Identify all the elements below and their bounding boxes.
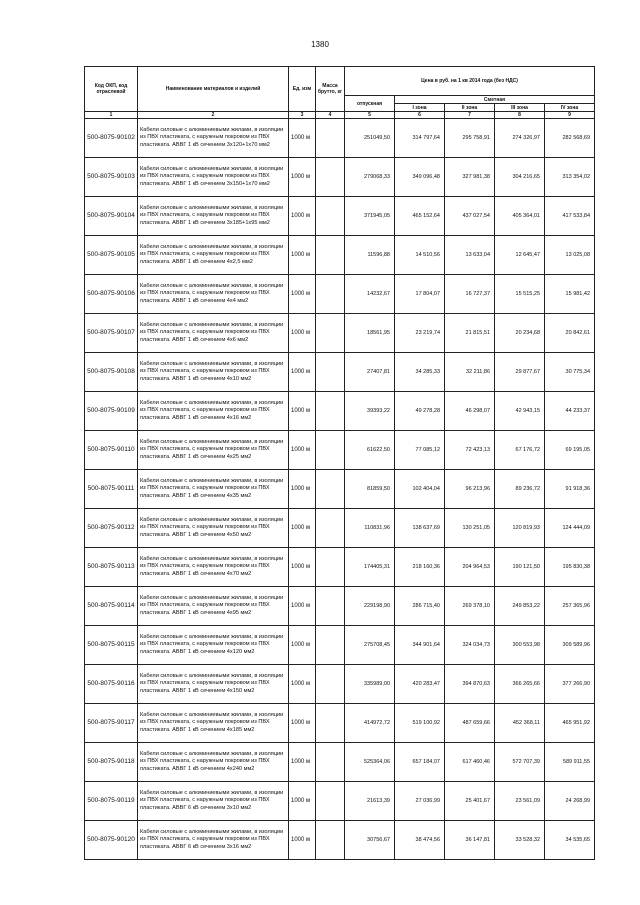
zone-2-price-cell: 437 027,54: [445, 197, 495, 236]
product-code: 500-8075-90115: [85, 626, 138, 665]
table-row: [85, 236, 595, 275]
zone-1-price-cell: 286 715,40: [395, 587, 445, 626]
zone-1-price-cell: 314 797,64: [395, 119, 445, 158]
zone-3-price-cell: 42 943,15: [495, 392, 545, 431]
table-row: [85, 275, 595, 314]
mass-cell: [316, 392, 345, 431]
table-row: [85, 821, 595, 860]
product-name: Кабели силовые с алюминиевыми жилами, в изоляции из ПВХ пластиката, с наружным покровом из ПВХ пластиката. АВВГ 1 кВ сечением 4х50 мм2: [138, 509, 289, 548]
mass-cell: [316, 743, 345, 782]
table-row: [85, 743, 595, 782]
release-price-cell: 81859,50: [345, 470, 395, 509]
column-number: 3: [289, 112, 316, 119]
zone-1-price-cell: 519 100,92: [395, 704, 445, 743]
product-code: 500-8075-90110: [85, 431, 138, 470]
release-price-cell: 61622,50: [345, 431, 395, 470]
zone-4-price-cell: 15 981,42: [545, 275, 595, 314]
unit-cell: 1000 м: [289, 821, 316, 860]
mass-cell: [316, 236, 345, 275]
zone-1-price-cell: 27 036,99: [395, 782, 445, 821]
zone-4-price-cell: 195 830,38: [545, 548, 595, 587]
zone-1-price-cell: 102 404,04: [395, 470, 445, 509]
release-price-cell: 174405,31: [345, 548, 395, 587]
mass-cell: [316, 704, 345, 743]
unit-cell: 1000 м: [289, 509, 316, 548]
mass-cell: [316, 626, 345, 665]
zone-2-price-cell: 21 815,51: [445, 314, 495, 353]
product-code: 500-8075-90103: [85, 158, 138, 197]
product-code: 500-8075-90120: [85, 821, 138, 860]
zone-3-price-cell: 304 216,65: [495, 158, 545, 197]
zone-1-price-cell: 344 901,64: [395, 626, 445, 665]
table-row: [85, 548, 595, 587]
mass-cell: [316, 314, 345, 353]
header-zone-3: III зона: [495, 104, 545, 112]
zone-3-price-cell: 452 368,11: [495, 704, 545, 743]
header-estimate-price: Сметная: [395, 96, 595, 104]
unit-cell: 1000 м: [289, 392, 316, 431]
zone-2-price-cell: 327 981,38: [445, 158, 495, 197]
table-row: [85, 626, 595, 665]
header-unit: Ед. изм: [289, 67, 316, 112]
product-name: Кабели силовые с алюминиевыми жилами, в изоляции из ПВХ пластиката, с наружным покровом из ПВХ пластиката. АВВГ 1 кВ сечением 4х16 мм2: [138, 392, 289, 431]
unit-cell: 1000 м: [289, 548, 316, 587]
zone-3-price-cell: 120 819,93: [495, 509, 545, 548]
product-code: 500-8075-90107: [85, 314, 138, 353]
zone-3-price-cell: 405 364,01: [495, 197, 545, 236]
table-row: [85, 509, 595, 548]
release-price-cell: 275708,45: [345, 626, 395, 665]
product-name: Кабели силовые с алюминиевыми жилами, в изоляции из ПВХ пластиката, с наружным покровом из ПВХ пластиката. АВВГ 1 кВ сечением 4х95 мм2: [138, 587, 289, 626]
zone-4-price-cell: 589 911,55: [545, 743, 595, 782]
unit-cell: 1000 м: [289, 119, 316, 158]
release-price-cell: 14232,67: [345, 275, 395, 314]
zone-4-price-cell: 257 365,96: [545, 587, 595, 626]
product-name: Кабели силовые с алюминиевыми жилами, в изоляции из ПВХ пластиката, с наружным покровом из ПВХ пластиката. АВВГ 1 кВ сечением 4х240 мм2: [138, 743, 289, 782]
table-row: [85, 782, 595, 821]
product-code: 500-8075-90116: [85, 665, 138, 704]
zone-4-price-cell: 309 589,96: [545, 626, 595, 665]
unit-cell: 1000 м: [289, 353, 316, 392]
zone-1-price-cell: 38 474,56: [395, 821, 445, 860]
table-row: [85, 158, 595, 197]
unit-cell: 1000 м: [289, 704, 316, 743]
zone-1-price-cell: 23 219,74: [395, 314, 445, 353]
zone-1-price-cell: 465 152,64: [395, 197, 445, 236]
header-code: Код ОКП, код отраслевой: [85, 67, 138, 112]
release-price-cell: 30756,67: [345, 821, 395, 860]
product-code: 500-8075-90108: [85, 353, 138, 392]
zone-4-price-cell: 30 775,34: [545, 353, 595, 392]
unit-cell: 1000 м: [289, 665, 316, 704]
table-row: [85, 353, 595, 392]
release-price-cell: 279068,33: [345, 158, 395, 197]
unit-cell: 1000 м: [289, 158, 316, 197]
table-row: [85, 665, 595, 704]
mass-cell: [316, 782, 345, 821]
zone-3-price-cell: 33 528,32: [495, 821, 545, 860]
header-zone-4: IV зона: [545, 104, 595, 112]
unit-cell: 1000 м: [289, 470, 316, 509]
zone-2-price-cell: 269 378,10: [445, 587, 495, 626]
release-price-cell: 21613,39: [345, 782, 395, 821]
unit-cell: 1000 м: [289, 743, 316, 782]
table-row: [85, 470, 595, 509]
product-name: Кабели силовые с алюминиевыми жилами, в изоляции из ПВХ пластиката, с наружным покровом из ПВХ пластиката. АВВГ 1 кВ сечением 4х2,5 мм2: [138, 236, 289, 275]
zone-2-price-cell: 394 870,63: [445, 665, 495, 704]
zone-1-price-cell: 138 637,69: [395, 509, 445, 548]
zone-4-price-cell: 44 233,37: [545, 392, 595, 431]
zone-2-price-cell: 46 298,07: [445, 392, 495, 431]
mass-cell: [316, 275, 345, 314]
header-zone-1: I зона: [395, 104, 445, 112]
zone-3-price-cell: 67 176,72: [495, 431, 545, 470]
product-code: 500-8075-90114: [85, 587, 138, 626]
product-name: Кабели силовые с алюминиевыми жилами, в изоляции из ПВХ пластиката, с наружным покровом из ПВХ пластиката. АВВГ 1 кВ сечением 4х120 мм2: [138, 626, 289, 665]
product-code: 500-8075-90113: [85, 548, 138, 587]
product-code: 500-8075-90105: [85, 236, 138, 275]
unit-cell: 1000 м: [289, 431, 316, 470]
zone-2-price-cell: 25 401,67: [445, 782, 495, 821]
header-price-group: Цена в руб. на 1 кв 2014 года (без НДС): [345, 67, 595, 96]
release-price-cell: 27407,81: [345, 353, 395, 392]
zone-2-price-cell: 617 460,46: [445, 743, 495, 782]
table-row: [85, 431, 595, 470]
zone-3-price-cell: 89 236,72: [495, 470, 545, 509]
mass-cell: [316, 587, 345, 626]
zone-2-price-cell: 96 213,96: [445, 470, 495, 509]
product-code: 500-8075-90119: [85, 782, 138, 821]
product-name: Кабели силовые с алюминиевыми жилами, в изоляции из ПВХ пластиката, с наружным покровом из ПВХ пластиката. АВВГ 1 кВ сечением 4х25 мм2: [138, 431, 289, 470]
zone-4-price-cell: 34 535,65: [545, 821, 595, 860]
product-code: 500-8075-90118: [85, 743, 138, 782]
zone-4-price-cell: 69 195,05: [545, 431, 595, 470]
product-name: Кабели силовые с алюминиевыми жилами, в изоляции из ПВХ пластиката, с наружным покровом из ПВХ пластиката. АВВГ 1 кВ сечением 3х185+1х95 мм2: [138, 197, 289, 236]
zone-4-price-cell: 24 268,99: [545, 782, 595, 821]
zone-2-price-cell: 13 633,04: [445, 236, 495, 275]
zone-1-price-cell: 77 085,12: [395, 431, 445, 470]
mass-cell: [316, 665, 345, 704]
mass-cell: [316, 821, 345, 860]
release-price-cell: 11596,88: [345, 236, 395, 275]
unit-cell: 1000 м: [289, 275, 316, 314]
zone-2-price-cell: 295 758,91: [445, 119, 495, 158]
product-name: Кабели силовые с алюминиевыми жилами, в изоляции из ПВХ пластиката, с наружным покровом из ПВХ пластиката. АВВГ 1 кВ сечением 4х185 мм2: [138, 704, 289, 743]
zone-2-price-cell: 487 659,66: [445, 704, 495, 743]
product-code: 500-8075-90104: [85, 197, 138, 236]
release-price-cell: 18561,95: [345, 314, 395, 353]
zone-1-price-cell: 657 184,07: [395, 743, 445, 782]
zone-1-price-cell: 420 283,47: [395, 665, 445, 704]
table-row: [85, 392, 595, 431]
product-name: Кабели силовые с алюминиевыми жилами, в изоляции из ПВХ пластиката, с наружным покровом из ПВХ пластиката. АВВГ 1 кВ сечением 4х6 мм2: [138, 314, 289, 353]
release-price-cell: 251049,50: [345, 119, 395, 158]
column-number: 1: [85, 112, 138, 119]
zone-3-price-cell: 23 561,09: [495, 782, 545, 821]
product-name: Кабели силовые с алюминиевыми жилами, в изоляции из ПВХ пластиката, с наружным покровом из ПВХ пластиката. АВВГ 1 кВ сечением 4х70 мм2: [138, 548, 289, 587]
unit-cell: 1000 м: [289, 197, 316, 236]
zone-2-price-cell: 204 964,53: [445, 548, 495, 587]
mass-cell: [316, 197, 345, 236]
zone-1-price-cell: 34 285,33: [395, 353, 445, 392]
zone-3-price-cell: 12 645,47: [495, 236, 545, 275]
column-number: 7: [445, 112, 495, 119]
column-number: 5: [345, 112, 395, 119]
header-name: Наименование материалов и изделий: [138, 67, 289, 112]
zone-2-price-cell: 72 423,13: [445, 431, 495, 470]
table-row: [85, 704, 595, 743]
release-price-cell: 525364,06: [345, 743, 395, 782]
zone-3-price-cell: 20 234,68: [495, 314, 545, 353]
table-row: [85, 197, 595, 236]
page-number: 1380: [311, 40, 329, 49]
product-name: Кабели силовые с алюминиевыми жилами, в изоляции из ПВХ пластиката, с наружным покровом из ПВХ пластиката. АВВГ 1 кВ сечением 3х120+1х70 мм2: [138, 119, 289, 158]
table-body: [85, 119, 595, 860]
mass-cell: [316, 431, 345, 470]
product-code: 500-8075-90112: [85, 509, 138, 548]
unit-cell: 1000 м: [289, 587, 316, 626]
header-zone-2: II зона: [445, 104, 495, 112]
zone-4-price-cell: 377 266,90: [545, 665, 595, 704]
column-number: 2: [138, 112, 289, 119]
column-number: 6: [395, 112, 445, 119]
zone-3-price-cell: 15 515,25: [495, 275, 545, 314]
zone-2-price-cell: 130 251,05: [445, 509, 495, 548]
release-price-cell: 229198,90: [345, 587, 395, 626]
product-name: Кабели силовые с алюминиевыми жилами, в изоляции из ПВХ пластиката, с наружным покровом из ПВХ пластиката. АВВГ 1 кВ сечением 4х35 мм2: [138, 470, 289, 509]
table-row: [85, 314, 595, 353]
mass-cell: [316, 509, 345, 548]
unit-cell: 1000 м: [289, 314, 316, 353]
zone-3-price-cell: 249 853,22: [495, 587, 545, 626]
product-code: 500-8075-90106: [85, 275, 138, 314]
zone-3-price-cell: 366 265,66: [495, 665, 545, 704]
zone-4-price-cell: 20 842,61: [545, 314, 595, 353]
zone-4-price-cell: 13 025,08: [545, 236, 595, 275]
zone-1-price-cell: 218 160,36: [395, 548, 445, 587]
product-code: 500-8075-90102: [85, 119, 138, 158]
zone-4-price-cell: 124 444,09: [545, 509, 595, 548]
zone-4-price-cell: 282 568,69: [545, 119, 595, 158]
mass-cell: [316, 353, 345, 392]
mass-cell: [316, 158, 345, 197]
column-number-row: [85, 112, 595, 119]
product-name: Кабели силовые с алюминиевыми жилами, в изоляции из ПВХ пластиката, с наружным покровом из ПВХ пластиката. АВВГ 6 кВ сечением 3х10 мм2: [138, 782, 289, 821]
zone-1-price-cell: 349 096,48: [395, 158, 445, 197]
release-price-cell: 414972,72: [345, 704, 395, 743]
table-row: [85, 119, 595, 158]
zone-2-price-cell: 16 727,37: [445, 275, 495, 314]
price-table: [84, 66, 595, 860]
zone-3-price-cell: 300 553,98: [495, 626, 545, 665]
zone-4-price-cell: 417 533,84: [545, 197, 595, 236]
mass-cell: [316, 470, 345, 509]
product-name: Кабели силовые с алюминиевыми жилами, в изоляции из ПВХ пластиката, с наружным покровом из ПВХ пластиката. АВВГ 1 кВ сечением 4х10 мм2: [138, 353, 289, 392]
zone-2-price-cell: 36 147,81: [445, 821, 495, 860]
zone-4-price-cell: 465 951,92: [545, 704, 595, 743]
column-number: 9: [545, 112, 595, 119]
mass-cell: [316, 548, 345, 587]
column-number: 4: [316, 112, 345, 119]
zone-1-price-cell: 49 278,28: [395, 392, 445, 431]
header-release-price: отпускная: [345, 96, 395, 112]
product-code: 500-8075-90117: [85, 704, 138, 743]
product-name: Кабели силовые с алюминиевыми жилами, в изоляции из ПВХ пластиката, с наружным покровом из ПВХ пластиката. АВВГ 1 кВ сечением 3х150+1х70 мм2: [138, 158, 289, 197]
zone-3-price-cell: 274 326,97: [495, 119, 545, 158]
unit-cell: 1000 м: [289, 626, 316, 665]
zone-3-price-cell: 29 877,67: [495, 353, 545, 392]
zone-2-price-cell: 32 211,86: [445, 353, 495, 392]
zone-4-price-cell: 313 354,02: [545, 158, 595, 197]
table-row: [85, 587, 595, 626]
release-price-cell: 371945,05: [345, 197, 395, 236]
zone-3-price-cell: 190 121,50: [495, 548, 545, 587]
product-code: 500-8075-90111: [85, 470, 138, 509]
zone-1-price-cell: 14 510,56: [395, 236, 445, 275]
release-price-cell: 110831,96: [345, 509, 395, 548]
release-price-cell: 39393,22: [345, 392, 395, 431]
product-code: 500-8075-90109: [85, 392, 138, 431]
zone-3-price-cell: 572 707,39: [495, 743, 545, 782]
unit-cell: 1000 м: [289, 236, 316, 275]
release-price-cell: 335989,00: [345, 665, 395, 704]
unit-cell: 1000 м: [289, 782, 316, 821]
product-name: Кабели силовые с алюминиевыми жилами, в изоляции из ПВХ пластиката, с наружным покровом из ПВХ пластиката. АВВГ 1 кВ сечением 4х150 мм2: [138, 665, 289, 704]
product-name: Кабели силовые с алюминиевыми жилами, в изоляции из ПВХ пластиката, с наружным покровом из ПВХ пластиката. АВВГ 6 кВ сечением 3х16 мм2: [138, 821, 289, 860]
zone-2-price-cell: 324 034,73: [445, 626, 495, 665]
zone-4-price-cell: 91 918,36: [545, 470, 595, 509]
mass-cell: [316, 119, 345, 158]
column-number: 8: [495, 112, 545, 119]
header-mass: Масса брутто, кг: [316, 67, 345, 112]
zone-1-price-cell: 17 804,07: [395, 275, 445, 314]
product-name: Кабели силовые с алюминиевыми жилами, в изоляции из ПВХ пластиката, с наружным покровом из ПВХ пластиката. АВВГ 1 кВ сечением 4х4 мм2: [138, 275, 289, 314]
